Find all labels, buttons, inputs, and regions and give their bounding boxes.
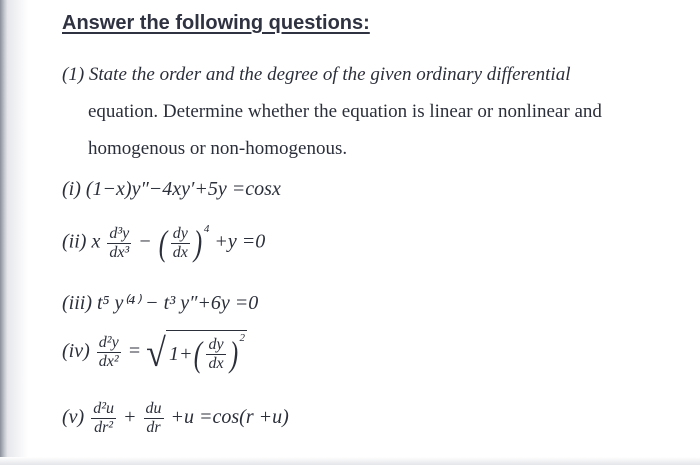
equation-ii <box>62 222 265 264</box>
equation-ii-denominator: dx³ <box>109 243 130 261</box>
question-paragraph <box>62 56 682 167</box>
equation-ii-tail: +y =0 <box>214 230 266 253</box>
equation-iv-equals: = <box>127 340 142 363</box>
equation-iv-label: (iv) <box>62 340 90 363</box>
equation-i <box>62 178 281 201</box>
equation-i-text: (1−x)y″−4xy′+5y =cosx <box>85 178 281 200</box>
equation-iv <box>62 330 247 375</box>
equation-iv-power: 2 <box>239 332 246 344</box>
equation-ii-inner-numerator: dy <box>172 224 188 242</box>
equation-v-fraction-2 <box>144 400 164 437</box>
equation-iv-inner-fraction <box>206 336 225 373</box>
page-left-shadow <box>8 0 28 465</box>
equation-iv-fraction <box>97 334 121 371</box>
equation-v-tail: +u =cos(r +u) <box>170 406 289 429</box>
equation-ii-numerator: d³y <box>109 224 130 242</box>
equation-ii-inner-fraction <box>171 225 190 262</box>
equation-ii-inner-denominator: dx <box>172 243 188 261</box>
equation-ii-minus: − <box>138 230 152 253</box>
page-left-edge <box>0 0 8 465</box>
equation-iii <box>62 290 258 315</box>
equation-v-numerator-1: d²u <box>93 400 114 417</box>
right-paren: ) <box>229 334 238 374</box>
question-line-3: homogenous or non-homogenous. <box>88 138 348 159</box>
left-paren: ( <box>158 223 167 263</box>
equation-v-fraction-1 <box>91 400 116 437</box>
equation-v-denominator-2: dr <box>146 419 161 436</box>
equation-v-plus: + <box>123 406 137 429</box>
equation-iv-inner-numerator: dy <box>208 335 224 353</box>
equation-iv-denominator: dx² <box>98 353 119 370</box>
equation-iv-sqrt <box>146 330 247 375</box>
equation-iv-inner-denominator: dx <box>208 354 224 372</box>
radical-sign: √ <box>146 330 166 375</box>
equation-iii-text: t⁵ y⁽⁴⁾ − t³ y″+6y =0 <box>97 292 259 314</box>
equation-i-label: (i) <box>62 178 81 200</box>
page-bottom-shadow <box>0 457 700 465</box>
equation-v-label: (v) <box>62 406 85 429</box>
page-heading: Answer the following questions: <box>62 12 370 34</box>
equation-iv-one-plus: 1+ <box>168 342 193 365</box>
equation-iii-label: (iii) <box>62 292 92 314</box>
left-paren: ( <box>194 334 203 374</box>
equation-ii-label: (ii) <box>62 230 87 253</box>
right-paren: ) <box>193 223 203 263</box>
equation-v-numerator-2: du <box>145 400 162 417</box>
question-line-1: (1) State the order and the degree of the given ordinary differential <box>62 64 571 85</box>
equation-ii-fraction <box>107 225 131 262</box>
equation-v-denominator-1: dr² <box>94 419 114 436</box>
equation-iv-numerator: d²y <box>98 334 119 351</box>
equation-ii-power: 4 <box>203 222 210 235</box>
equation-iv-sqrt-body <box>166 330 247 375</box>
equation-ii-coef: x <box>91 230 101 253</box>
equation-v <box>62 400 289 437</box>
question-line-2: equation. Determine whether the equation is linear or nonlinear and <box>88 101 602 122</box>
